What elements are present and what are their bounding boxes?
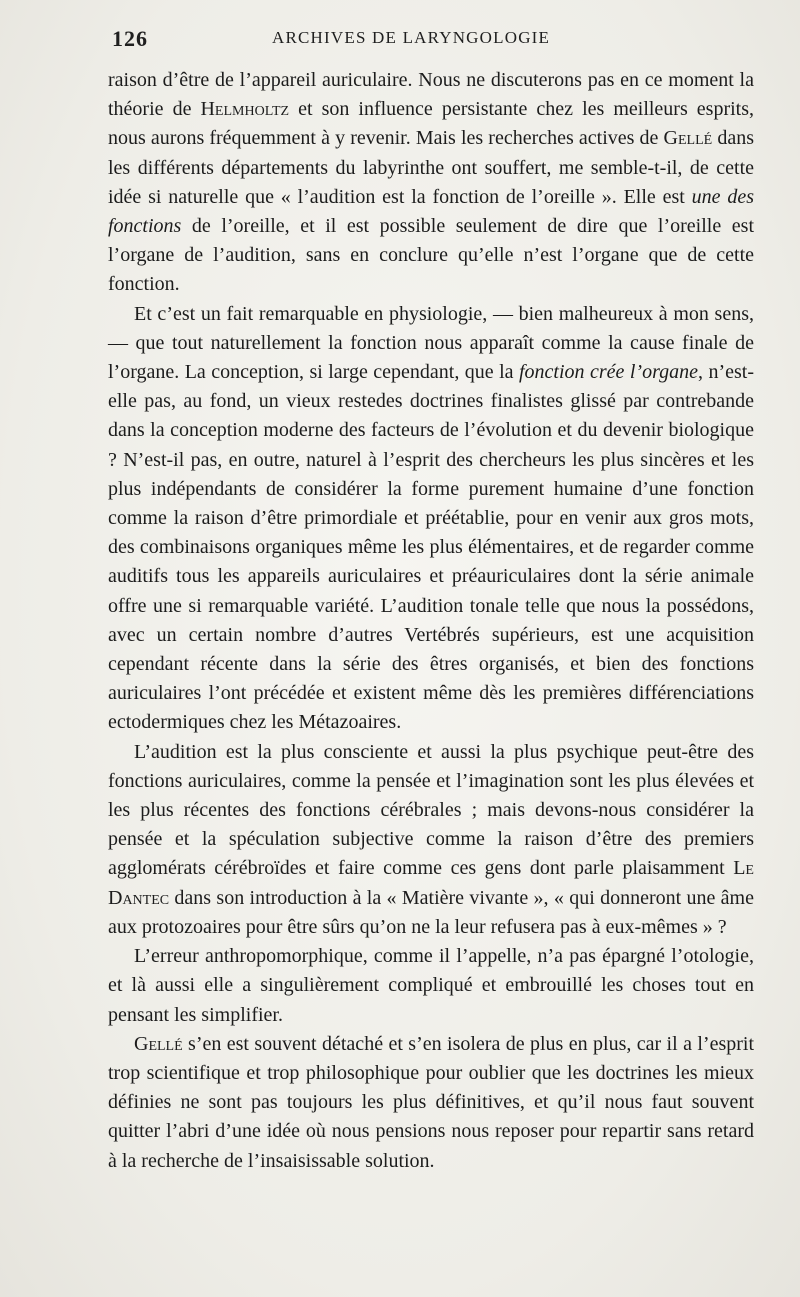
text-segment: s’en est souvent détaché et s’en isolera de plus en plus, car il a l’esprit trop scientifique et trop philosophique pour oublier que les doctrines les mieux définies ne sont pas toujours les plus définitives, et qu’il nous faut souvent quitter l’abri d’une idée où nous pensions nous reposer pour repartir sans retard à la recherche de l’insaisissable solution. [108,1032,754,1172]
text-segment: dans son introduction à la « Matière vivante », « qui donneront une âme aux protozoaires pour être sûrs qu’on ne la leur refusera pas à eux-mêmes » ? [108,886,754,938]
author-name: Helmholtz [200,98,290,121]
text-segment: L’erreur anthropomorphique, comme il l’appelle, n’a pas épargné l’otologie, et là aussi elle a singulièrement compliqué et embrouillé les choses tout en pensant les simplifier. [108,945,754,1026]
text-segment: raison d’être de l’appareil auriculaire. Nous ne discuterons pas en ce moment la théorie de [108,69,754,121]
italic-text: fonction crée l’organe [519,361,698,384]
page-number: 126 [112,26,148,51]
paragraph [108,942,754,1030]
paragraph [108,1030,754,1176]
text-segment: dans les différents départements du labyrinthe ont souffert, me semble-t-il, de cette idée si naturelle que « l’audition est la fonction de l’oreille ». Elle est [108,127,754,208]
paragraph [108,300,754,738]
paragraph [108,738,754,942]
paragraph [108,66,754,300]
italic-text: une des fonctions [108,185,754,238]
text-segment: , n’est-elle pas, au fond, un vieux restedes doctrines finalistes glissé par contrebande dans la conception moderne des facteurs de l’évolution et du devenir biologique ? N’est-il pas, en outre, naturel à l’esprit des chercheurs les plus sincères et les plus indépendants de considérer la forme purement humaine d’une fonction comme la raison d’être primordiale et préétablie, pour en venir aux gros mots, des combinaisons organiques même les plus élémentaires, et de regarder comme auditifs tous les appareils auriculaires et préauriculaires dont la série animale offre une si remarquable variété. L’audition tonale telle que nous la possédons, avec un certain nombre d’autres Vertébrés supérieurs, est une acquisition cependant récente dans la série des êtres organisés, et bien des fonctions auriculaires l’ont précédée et existent même dès les premières différenciations ectodermiques chez les Métazoaires. [108,361,754,734]
running-title: ARCHIVES DE LARYNGOLOGIE [272,28,551,47]
text-segment: Et c’est un fait remarquable en physiologie, — bien malheureux à mon sens, — que tout naturellement la fonction nous apparaît comme la cause finale de l’organe. La conception, si large cependant, que la [108,302,754,384]
text-segment: de l’oreille, et il est possible seulement de dire que l’oreille est l’organe de l’audition, sans en conclure qu’elle n’est l’organe que de cette fonction. [108,215,754,296]
body-text [108,66,754,1176]
page-header [112,24,752,54]
text-segment: L’audition est la plus consciente et aussi la plus psychique peut-être des fonctions auriculaires, comme la pensée et l’imagination sont les plus élevées et les plus récentes des fonctions cérébrales ; mais devons-nous considérer la pensée et la spéculation subjective comme la raison d’être des premiers agglomérats cérébroïdes et faire comme ces gens dont parle plaisamment [108,740,754,880]
author-name: Gellé [134,1032,183,1055]
author-name: Gellé [663,127,713,150]
text-segment: et son influence persistante chez les meilleurs esprits, nous aurons fréquemment à y revenir. Mais les recherches actives de [108,98,755,150]
author-name: Le Dantec [108,857,754,909]
